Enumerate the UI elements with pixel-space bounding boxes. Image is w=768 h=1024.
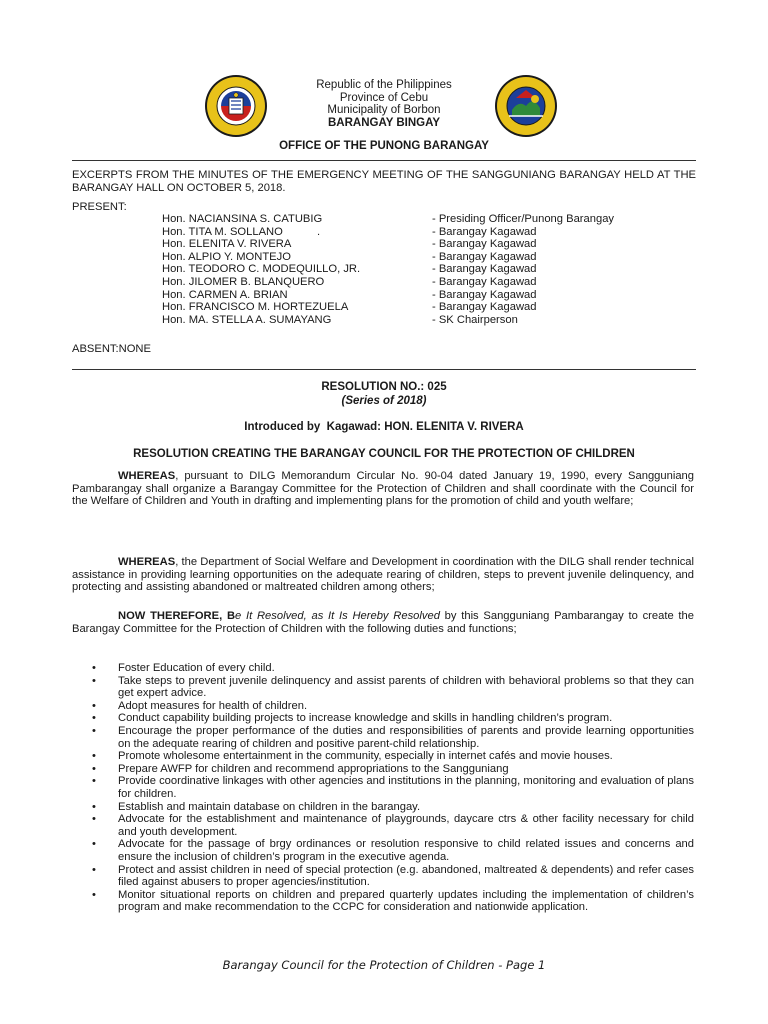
member-name: Hon. ALPIO Y. MONTEJO <box>162 250 291 263</box>
introduced-name: HON. ELENITA V. RIVERA <box>384 421 524 433</box>
whereas-2-lead: WHEREAS <box>118 556 176 568</box>
list-item-text: Take steps to prevent juvenile delinquency and assist parents of children with behavioral problems so that they can get expert advice. <box>118 674 694 700</box>
list-item <box>72 889 694 914</box>
list-item-text: Protect and assist children in need of special protection (e.g. abandoned, maltreated & dependents) and refer cases filed against abusers to proper agencies/institution. <box>118 863 694 889</box>
whereas-paragraph-1 <box>72 470 694 508</box>
member-role: - Barangay Kagawad <box>432 288 537 301</box>
list-item <box>72 838 694 863</box>
divider-middle <box>72 369 696 370</box>
list-item <box>72 725 694 750</box>
province-line: Province of Cebu <box>339 91 429 104</box>
bullet-icon: • <box>92 888 96 901</box>
member-name: Hon. JILOMER B. BLANQUERO <box>162 275 325 288</box>
list-item <box>72 700 694 713</box>
now-therefore-text: by this Sangguniang Pambarangay to create the Barangay Committee for the Protection of Children with the following duties and functions; <box>72 610 694 635</box>
list-item <box>72 763 694 776</box>
member-role: - Barangay Kagawad <box>432 301 537 314</box>
list-item-text: Promote wholesome entertainment in the community, especially in internet cafés and movie houses. <box>118 750 613 763</box>
member-row <box>162 301 614 314</box>
member-role: - Presiding Officer/Punong Barangay <box>432 213 615 225</box>
office-title: OFFICE OF THE PUNONG BARANGAY <box>279 140 489 152</box>
member-row <box>162 314 614 327</box>
member-role: - Barangay Kagawad <box>432 263 537 276</box>
member-row <box>162 238 614 251</box>
whereas-1-lead: WHEREAS <box>118 470 176 482</box>
whereas-paragraph-2 <box>72 556 694 594</box>
list-item <box>72 864 694 889</box>
now-therefore-lead: NOW THEREFORE, B <box>118 610 236 622</box>
absent-line: ABSENT:NONE <box>72 343 151 355</box>
list-item-text: Conduct capability building projects to increase knowledge and skills in handling children’s program. <box>118 712 613 725</box>
list-item <box>72 775 694 800</box>
duties-list <box>72 662 694 914</box>
bullet-icon: • <box>92 750 96 763</box>
member-name: Hon. TEODORO C. MODEQUILLO, JR. <box>162 263 361 276</box>
member-role: - Barangay Kagawad <box>432 238 537 251</box>
member-name: Hon. CARMEN A. BRIAN <box>162 288 288 301</box>
member-role: - Barangay Kagawad <box>432 250 537 263</box>
member-role: - Barangay Kagawad <box>432 225 537 238</box>
list-item <box>72 712 694 725</box>
member-row <box>162 263 614 276</box>
list-item-text: Encourage the proper performance of the duties and responsibilities of parents and provide learning opportunities on the adequate rearing of children and positive parent-child relationship. <box>118 724 694 750</box>
barangay-line: BARANGAY BINGAY <box>327 116 441 129</box>
member-row <box>162 289 614 302</box>
bullet-icon: • <box>92 775 96 788</box>
page-footer: Barangay Council for the Protection of Children - Page 1 <box>222 958 546 972</box>
bullet-icon: • <box>92 724 96 737</box>
members-list <box>162 213 614 326</box>
list-item-text: Advocate for the establishment and maintenance of playgrounds, daycare ctrs & other facility necessary for child and youth development. <box>118 813 694 838</box>
introduced-prefix: Introduced by Kagawad: <box>244 421 385 433</box>
bullet-icon: • <box>92 813 96 826</box>
bullet-icon: • <box>92 674 96 687</box>
member-row <box>162 213 614 226</box>
list-item <box>72 813 694 838</box>
member-role: - Barangay Kagawad <box>432 275 537 288</box>
list-item <box>72 662 694 675</box>
now-therefore-paragraph <box>72 610 694 635</box>
list-item-text: Establish and maintain database on children in the barangay. <box>118 800 421 813</box>
resolution-number: RESOLUTION NO.: 025 <box>321 381 447 393</box>
bullet-icon: • <box>92 762 96 775</box>
introduced-by <box>0 421 768 433</box>
letterhead <box>0 79 768 129</box>
member-name: Hon. MA. STELLA A. SUMAYANG <box>162 313 332 326</box>
municipality-line: Municipality of Borbon <box>327 104 441 116</box>
bullet-icon: • <box>92 699 96 712</box>
member-name: Hon. NACIANSINA S. CATUBIG <box>162 213 323 225</box>
member-row <box>162 251 614 264</box>
member-row <box>162 276 614 289</box>
list-item-text: Advocate for the passage of brgy ordinances or resolution responsive to child related issues and concerns and ensure the inclusion of children’s program in the executive agenda. <box>118 838 694 863</box>
member-role: - SK Chairperson <box>432 313 518 326</box>
resolution-title: RESOLUTION CREATING THE BARANGAY COUNCIL FOR THE PROTECTION OF CHILDREN <box>133 448 635 460</box>
member-name: Hon. FRANCISCO M. HORTEZUELA <box>162 301 349 314</box>
resolution-series: (Series of 2018) <box>341 395 427 407</box>
list-item-text: Monitor situational reports on children and prepared quarterly updates including the implementation of children’s program and make recommendation to the CCPC for consideration and nationwide application. <box>118 888 694 914</box>
list-item <box>72 801 694 814</box>
bullet-icon: • <box>92 662 96 674</box>
resolved-italic: e It Resolved, as It Is Hereby Resolved <box>235 610 440 622</box>
bullet-icon: • <box>92 712 96 725</box>
bullet-icon: • <box>92 863 96 876</box>
member-row <box>162 226 614 239</box>
list-item-text: Adopt measures for health of children. <box>118 699 308 712</box>
whereas-1-text: , pursuant to DILG Memorandum Circular No. 90-04 dated January 19, 1990, every Sangguniang Pambarangay shall organize a Barangay Committee for the Protection of Children and shall coordinate with the Council for the Welfare of Children and Youth in drafting and implementing plans for the promotion of child and youth welfare; <box>72 470 694 508</box>
list-item-text: Prepare AWFP for children and recommend appropriations to the Sangguniang <box>118 762 509 775</box>
country-line: Republic of the Philippines <box>316 79 452 91</box>
bullet-icon: • <box>92 838 96 851</box>
member-name: Hon. TITA M. SOLLANO . <box>162 225 321 238</box>
divider-top <box>72 160 696 161</box>
list-item <box>72 750 694 763</box>
member-name: Hon. ELENITA V. RIVERA <box>162 238 292 251</box>
bullet-icon: • <box>92 800 96 813</box>
whereas-2-text: , the Department of Social Welfare and Development in coordination with the DILG shall render technical assistance in providing learning opportunities on the adequate rearing of children, steps to prevent juvenile delinquency, and protecting and assisting abandoned or maltreated children among others; <box>72 556 694 594</box>
present-label: PRESENT: <box>72 201 127 213</box>
excerpt-heading: EXCERPTS FROM THE MINUTES OF THE EMERGENCY MEETING OF THE SANGGUNIANG BARANGAY HELD AT THE BARANGAY HALL ON OCTOBER 5, 2018. <box>72 169 696 194</box>
list-item <box>72 675 694 700</box>
list-item-text: Provide coordinative linkages with other agencies and institutions in the planning, monitoring and evaluation of plans for children. <box>118 775 694 800</box>
list-item-text: Foster Education of every child. <box>118 662 275 674</box>
